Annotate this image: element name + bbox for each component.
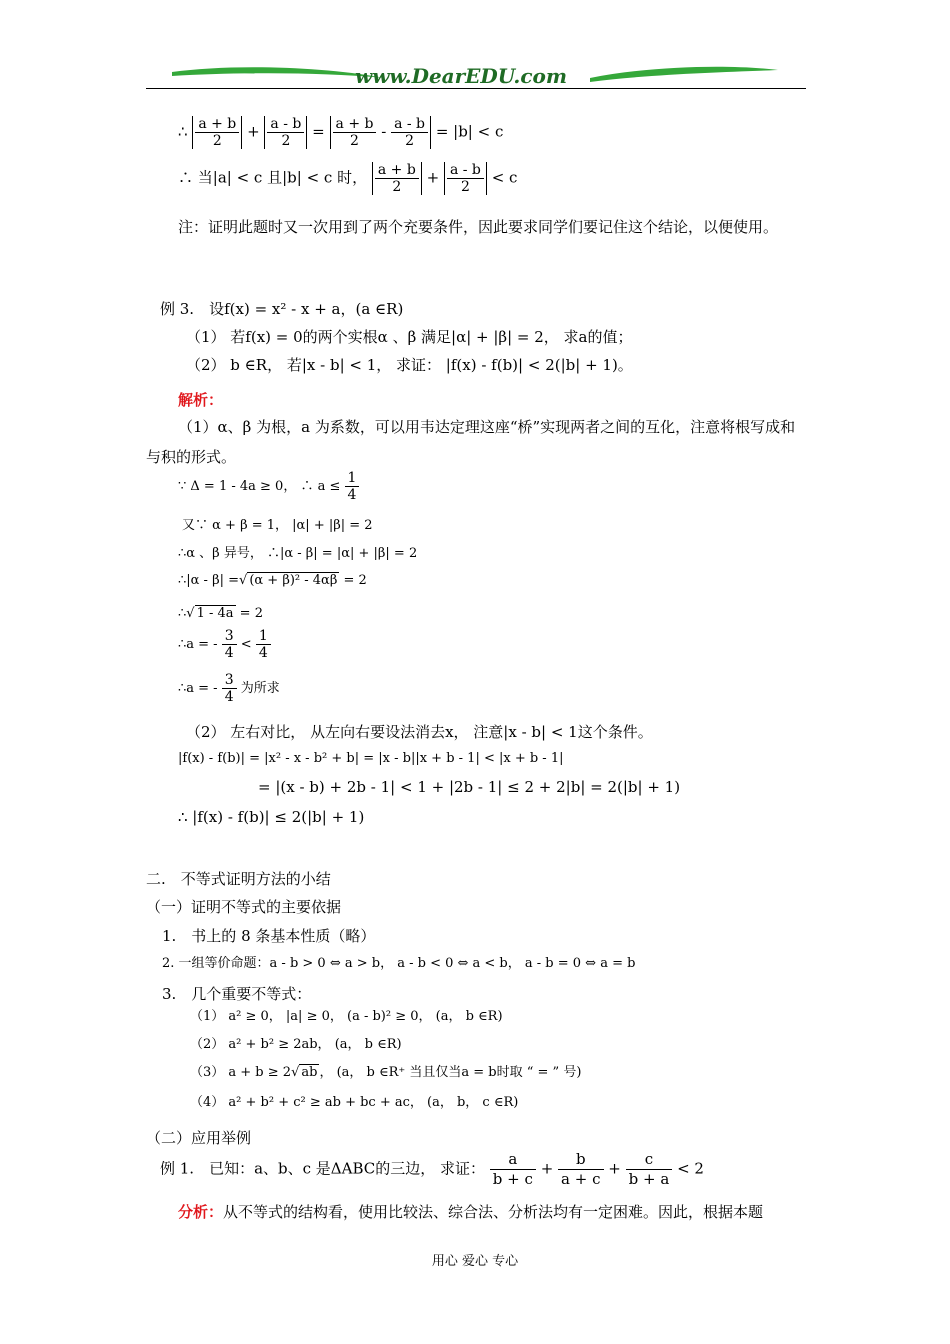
summary-sub-1: （一）证明不等式的主要依据 bbox=[146, 898, 342, 916]
step-10: ∴ |f(x) - f(b)| ≤ 2(|b| + 1) bbox=[178, 808, 365, 826]
analysis-text: 从不等式的结构看，使用比较法、综合法、分析法均有一定困难。因此，根据本题 bbox=[223, 1203, 764, 1221]
summary-sub-2: （二）应用举例 bbox=[146, 1129, 252, 1147]
summary-title: 二. 不等式证明方法的小结 bbox=[146, 870, 331, 888]
analysis-line bbox=[178, 1202, 763, 1222]
right-swoosh-icon bbox=[590, 67, 778, 82]
abs-frac-4: $\frac{a + b}{2}$ bbox=[372, 162, 422, 195]
inequality-1: （1） a² ≥ 0， |a| ≥ 0， (a - b)² ≥ 0， (a， b ∈R) bbox=[190, 1009, 503, 1024]
solution-part-1: （1）α、β 为根，a 为系数，可以用韦达定理这座“桥”实现两者之间的互化，注意将根写成和与积的形式。 bbox=[146, 418, 796, 466]
step-9: = |(x - b) + 2b - 1| < 1 + |2b - 1| ≤ 2 + 2|b| = 2(|b| + 1) bbox=[258, 778, 681, 796]
analysis-label: 分析： bbox=[178, 1203, 224, 1221]
example-1: 例 1. 已知：a、b、c 是ΔABC的三边， 求证： $\frac{a}{b + c}$ + $\frac{b}{a + c}$ + $\frac{c}{b + a}$ < 2 bbox=[160, 1150, 704, 1188]
page-footer: 用心 爱心 专心 bbox=[431, 1254, 519, 1269]
example-3-question-1: （1） 若f(x) = 0的两个实根α 、β 满足|α| + |β| = 2， 求a的值； bbox=[186, 328, 633, 346]
abs-frac-5: $\frac{a - b}{2}$ bbox=[444, 162, 487, 195]
line-1-tail: = |b| < c bbox=[435, 122, 504, 141]
step-4: ∴|α - β| =√ (α + β)² - 4αβ = 2 bbox=[178, 573, 367, 588]
therefore-symbol: ∴ bbox=[178, 122, 188, 141]
abs-frac-2: $\frac{a - b}{2}$ bbox=[264, 116, 307, 149]
summary-item-3: 3. 几个重要不等式： bbox=[162, 985, 312, 1003]
line-1 bbox=[178, 116, 503, 149]
step-5: ∴√ 1 - 4a = 2 bbox=[178, 606, 263, 621]
summary-item-1: 1. 书上的 8 条基本性质（略） bbox=[162, 927, 376, 945]
solution-label: 解析： bbox=[178, 391, 224, 409]
equals-sign: = bbox=[312, 122, 325, 141]
inequality-2: （2） a² + b² ≥ 2ab， (a， b ∈R) bbox=[190, 1037, 402, 1052]
step-3: ∴α 、β 异号， ∴|α - β| = |α| + |β| = 2 bbox=[178, 546, 418, 561]
line-2-pre: ∴ 当|a| < c 且|b| < c 时， bbox=[178, 168, 368, 187]
line-2-tail: < c bbox=[491, 168, 518, 187]
example-3-question-2: （2） b ∈R， 若|x - b| < 1， 求证： |f(x) - f(b)| < 2(|b| + 1)。 bbox=[186, 356, 633, 374]
step-1: ∵ Δ = 1 - 4a ≥ 0， ∴ a ≤ $\frac{1}{4}$ bbox=[178, 470, 359, 503]
summary-item-2: 2. 一组等价命题：a - b > 0 ⇔ a > b， a - b < 0 ⇔ a < b， a - b = 0 ⇔ a = b bbox=[162, 956, 636, 971]
header-logo-text: www.DearEDU.com bbox=[355, 64, 568, 88]
plus-sign: + bbox=[247, 122, 260, 141]
inequality-3: （3） a + b ≥ 2√ ab ， (a， b ∈R⁺ 当且仅当a = b时取 “ = ” 号) bbox=[190, 1065, 582, 1080]
step-6: ∴a = - $\frac{3}{4}$ < $\frac{1}{4}$ bbox=[178, 628, 271, 661]
step-2: 又∵ α + β = 1， |α| + |β| = 2 bbox=[182, 518, 373, 533]
plus-sign: + bbox=[426, 168, 440, 187]
abs-frac-3: $\frac{a + b}{2}$ - $\frac{a - b}{2}$ bbox=[330, 116, 432, 149]
solution-part-2: （2） 左右对比， 从左向右要设法消去x， 注意|x - b| < 1这个条件。 bbox=[186, 723, 653, 741]
inequality-4: （4） a² + b² + c² ≥ ab + bc + ac， (a， b， c ∈R) bbox=[190, 1095, 519, 1110]
header-rule bbox=[146, 88, 806, 89]
step-8: |f(x) - f(b)| = |x² - x - b² + b| = |x - b||x + b - 1| < |x + b - 1| bbox=[178, 751, 564, 766]
left-swoosh-icon bbox=[172, 67, 385, 78]
step-7: ∴a = - $\frac{3}{4}$ 为所求 bbox=[178, 672, 280, 705]
line-2 bbox=[178, 162, 517, 195]
example-3-title: 例 3. 设f(x) = x² - x + a，(a ∈R) bbox=[160, 300, 404, 318]
abs-frac-1: $\frac{a + b}{2}$ bbox=[192, 116, 242, 149]
note-paragraph: 注：证明此题时又一次用到了两个充要条件，因此要求同学们要记住这个结论，以便使用。 bbox=[178, 218, 779, 236]
